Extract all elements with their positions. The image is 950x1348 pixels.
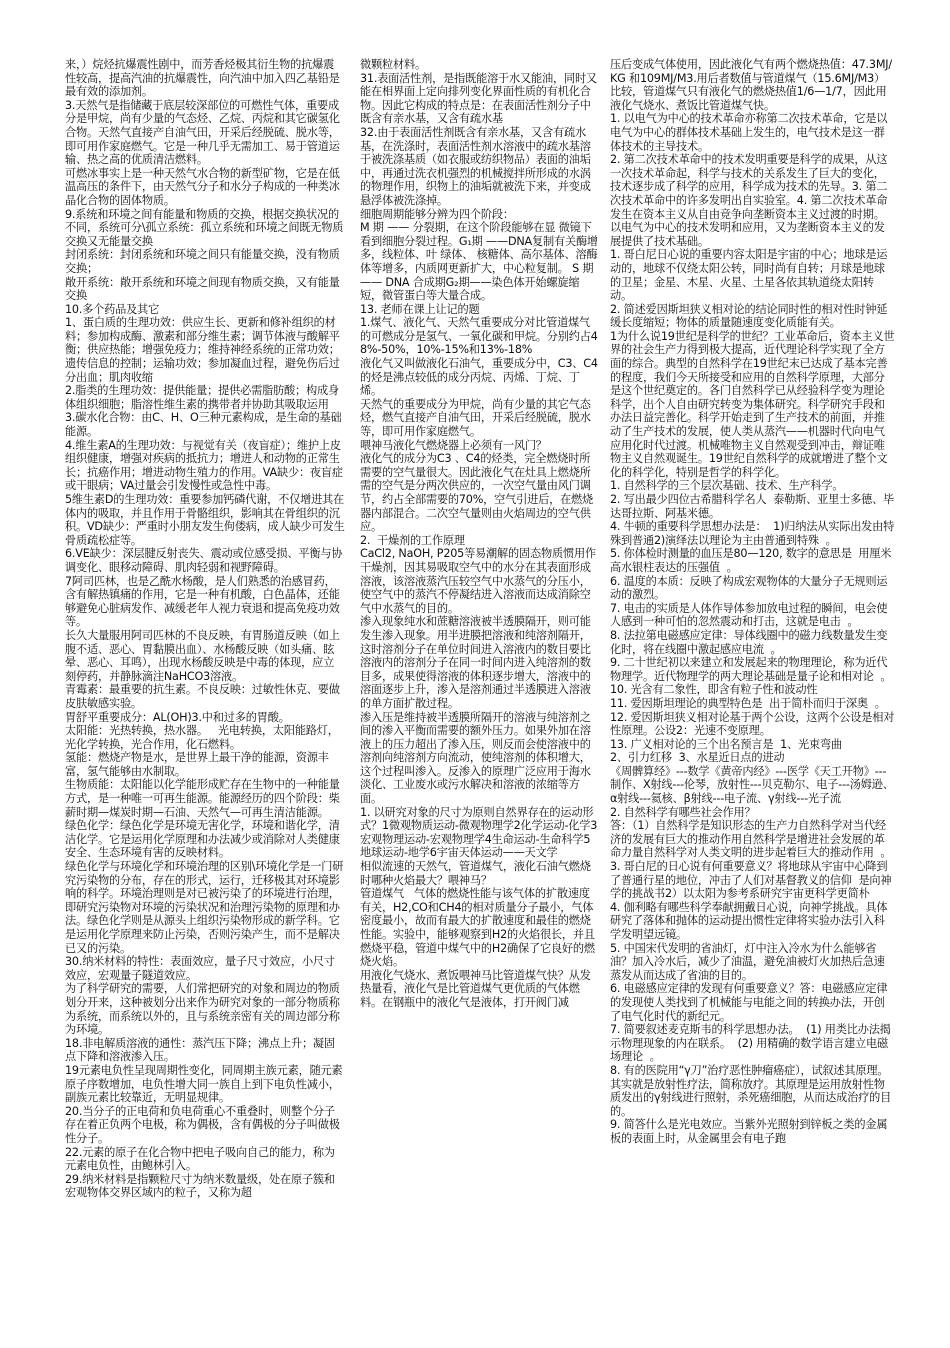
paragraph: 渗入压是维持被半透膜所隔开的溶液与纯溶剂之间的渗入平衡而需要的额外压力。如果外加在溶液上的压力超出了渗入压，则反而会使溶液中的溶剂向纯溶剂方向流动，使纯溶剂的体积增大，这个过程叫渗入。反渗入的原理广泛应用于海水淡化、工业废水或污水解决和溶液的浓缩等方面。 [360,710,591,806]
paragraph: 4.维生素A的生理功效：与视觉有关（夜盲症）；维护上皮组织健康，增强对疾病的抵抗力；增进人和动物的正常生长；抗癌作用；增进动物生殖力的作用。VA缺少：夜盲症或干眼病；VA过量会引发慢性或急性中毒。 [65,438,343,493]
paragraph: 氢能：燃烧产物是水，是世界上最干净的能源，资源丰富，氢气能够由水制取。 [65,751,329,778]
paragraph: 10.多个药品及其它 [65,302,160,316]
paragraph: 1. 哥白尼日心说的重要内容太阳是宇宙的中心；地球是运动的，地球不仅绕太阳公转，同时尚有自转；月球是地球的卫星；金星、木星、火星、土星各依其轨道绕太阳转动。 [610,248,888,303]
paragraph: 3. 哥白尼的日心说有何重要意义？将地球从宇宙中心降到了普通行星的地位，冲击了人们对基督教义的信仰 是向神学的挑战书2）以太阳为参考系研究宇宙更科学更简朴 [610,860,892,901]
paragraph: 液化气的成分为C3 、C4的烃类，完全燃烧时所需要的空气量很大。因此液化气在灶具上燃烧所需的空气是分两次供应的，一次空气量由风门调节，约占全部需要的70%，空气引进后，在燃烧器内部混合。二次空气量则由火焰周边的空气供应。 [360,452,594,534]
paragraph: 可燃冰事实上是一种天然气水合物的新型矿物，它是在低温高压的条件下，由天然气分子和水分子构成的一种类冰晶化合物的固体物质。 [65,166,340,207]
paragraph: 6.VE缺少：深层腱反射丧失、震动或位感受损、平衡与协调变化、眼移动障碍、肌肉轻弱和视野障碍。 [65,547,343,574]
paragraph: CaCl2, NaOH, P205等易潮解的固态物质惯用作干燥剂，因其易吸取空气中的水分在其表面形成溶液，该溶液蒸汽压较空气中水蒸气的分压小，使空气中的蒸汽不停凝结进入溶液而达成消除空气中水蒸气的目的。 [360,547,596,615]
paragraph: 8. 有的医院用“γ刀”治疗恶性肿瘤癌症），试叙述其原理。其实就是放射性疗法，简称放疗。其原理是运用放射性物质发出的γ射线进行照射，杀死癌细胞，从而达成治疗的目的。 [610,1063,892,1118]
paragraph: 18.非电解质溶液的通性：蒸汽压下降；沸点上升；凝固点下降和溶液渗入压。 [65,1036,335,1064]
paragraph: 6. 温度的本质：反映了构成宏观物体的大量分子无规则运动的激烈。 [610,574,888,602]
paragraph: 31.表面活性剂，是指既能溶于水又能油，同时又能在相界面上定向排列变化界面性质的有机化合物。因此它构成的特点是：在表面活性剂分子中既含有亲水基，又含有疏水基 [360,71,597,126]
paragraph: M 期 —— 分裂期，在这个阶段能够在显 微镜下看到细胞分裂过程。G₁期 ——DNA复制有关酶增多，线粒体、叶 绿体、 核糖体、高尔基体、溶酶体等增多，内质网更新扩大，中心粒复制。 S 期 —— DNA 合成期G₂期——染色体开始螺旋缩短，微管蛋白等大量合成。 [360,221,598,303]
paragraph: 绿色化学：绿色化学是环境无害化学，环境和谐化学，清洁化学。它是运用化学原理和办法减少或消除对人类健康安全、生态环境有害的反映材料。 [65,819,340,860]
paragraph: 5. 你体检时测量的血压是80—120, 数字的意思是 用厘米高水银柱表达的压强值 。 [610,547,892,574]
paragraph: 1.煤气、液化气、天然气重要成分对比管道煤气的可燃成分是氢气、一氧化碳和甲烷。分别约占48%-50%，10%-15%和13%-18% [360,316,598,357]
paragraph: 压后变成气体使用，因此液化气有两个燃烧热值：47.3MJ/KG 和109MJ/M3.用后者数值与管道煤气（15.6MJ/M3）比较，管道煤气只有液化气的燃烧热值1/6—1/7，因此用液化气烧水、煮饭比管道煤气快。 [610,58,892,112]
paragraph: 3.天然气是指储藏于底层较深部位的可燃性气体，重要成分是甲烷，尚有少量的气态烃、乙烷、丙烷和其它碳氢化合物。天然气直接产自油气田，开采后经脱硫、脱水等，即可用作家庭燃气。它是一种几乎无需加工、易于管道运输、热之高的优质清洁燃料。 [65,98,340,167]
text-column-right [610,58,895,1348]
paragraph: 微颗粒材料。 [360,58,426,71]
paragraph: 细胞周期能够分辨为四个阶段： [360,207,514,221]
paragraph: 7. 简要叙述麦克斯韦的科学思想办法。 (1) 用类比办法揭示物理现象的内在联系。 (2) 用精确的数学语言建立电磁场理论 。 [610,1023,891,1064]
paragraph: 用液化气烧水、煮饭喂神马比管道煤气快？从发热量看，液化气是比管道煤气更优质的气体燃料。在钢瓶中的液化气是液体，打开阀门减 [360,968,591,1009]
paragraph: 32.由于表面活性剂既含有亲水基，又含有疏水基，在洗涤时，表面活性剂水溶液中的疏水基溶于被洗涤基质（如衣服或纺织物品）表面的油垢中，再通过洗衣机强烈的机械搅拌所形成的水涡的物理作用，织物上的油垢就被洗下来，并变成悬浮体被洗涤掉。 [360,125,591,207]
paragraph: 2、引力红移 3、水星近日点的进动 [610,751,785,765]
paragraph: 1. 自然科学的三个层次基础、技术、生产科学。 [610,479,844,493]
paragraph: 9. 二十世纪初以来建立和发展起来的物理理论，称为近代物理学。近代物理学的两大理论基础是量子论和相对论 。 [610,656,892,683]
paragraph: 5. 中国宋代发明的省油灯，灯中注入冷水为什么能够省油？加入冷水后，减少了油温，避免油被灯火加热后急速蒸发从而达成了省油的目的。 [610,941,885,982]
paragraph: 7. 电击的实质是人体作导体参加放电过程的瞬间，电会使人感到一种可怕的忽然震动和打击，这就是电击 。 [610,601,888,629]
paragraph: 1. 以电气为中心的技术革命亦称第二次技术革命，它是以电气为中心的群体技术基础上发生的，电气技术是这一群体技术的主导技术。 [610,112,888,153]
paragraph: 9.系统和环境之间有能量和物质的交换，根据交换状况的不同，系统可分\孤立系统：孤立系统和环境之间既无物质交换又无能量交换 [65,207,344,248]
paragraph: 答：（1）自然科学是知识形态的生产力自然科学对当代经济的发展有巨大的推动作用自然科学是增进社会发展的革命力量自然科学对人类文明的进步起着巨大的推动作用 。 [610,819,892,860]
paragraph: 2. 写出最少四位古希腊科学名人 泰勒斯、亚里士多德、毕达哥拉斯、阿基米德。 [610,493,895,520]
paragraph: 敞开系统：敞开系统和环境之间现有物质交换，又有能量交换 [65,275,340,303]
paragraph: 胃舒平重要成分：AL(OH)3.中和过多的胃酸。 [65,710,290,724]
paragraph: 29.纳米材料是指颗粒尺寸为纳米数量级，处在原子簇和宏观物体交界区域内的粒子，又称为超 [65,1172,335,1200]
paragraph: 3.碳水化合物：由C、H、O三种元素构成，是生命的基础能源。 [65,411,342,439]
paragraph: 2. 干燥剂的工作原理 [360,533,465,547]
text-column-left [65,58,349,1348]
paragraph: 2. 自然科学有哪些社会作用？ [610,805,756,819]
paragraph: 22.元素的原子在化合物中把电子吸向自己的能力，称为元素电负性，由鲍林引入。 [65,1145,335,1173]
paragraph: 10. 光含有二象性，即含有粒子性和波动性 [610,683,818,697]
paragraph: 太阳能：光热转换，热水器。 光电转换，太阳能路灯， 光化学转换，光合作用，化石燃料。 [65,724,349,751]
paragraph: 液化气又叫做液化石油气，重要成分中，C3、C4的烃是沸点较低的成分丙烷、丙烯、丁烷、丁烯。 [360,357,598,398]
paragraph: 长久大量服用阿司匹林的不良反映，有胃肠道反映（如上腹不适、恶心、胃黏膜出血）、水杨酸反映（如头痛、眩晕、恶心、耳鸣），出现水杨酸反映是中毒的体现，应立刻停药，并静脉滴注NaHCO3溶液。 [65,628,340,683]
paragraph: 5维生素D的生理功效：重要参加钙磷代谢，不仅增进其在体内的吸取，并且作用于骨骼组织，影响其在骨组织的沉积。VD缺少：严重时小朋友发生佝偻病，成人缺少可发生骨质疏松症等。 [65,493,345,547]
paragraph: 管道煤气 气体的燃烧性能与该气体的扩散速度有关，H2,CO和CH4的相对质量分子最小，气体密度最小，故而有最大的扩散速度和最佳的燃烧性能。实验中，能够观察到H2的火焰很长，并且燃烧平稳，管道中煤气中的H2确保了它良好的燃烧火焰。 [360,887,595,969]
paragraph: 青霉素：最重要的抗生素。不良反映：过敏性休克、要做皮肤敏感实验。 [65,683,340,710]
paragraph: 相似流速的天然气，管道煤气，液化石油气燃烧时哪种火焰最大？喂神马？ [360,860,591,887]
paragraph: 13. 广义相对论的三个出名预言是 1、光束弯曲 [610,737,842,751]
paragraph: 19元素电负性呈现周期性变化，同周期主族元素，随元素原子序数增加，电负性增大同一族自上到下电负性减小，副族元素比较靠近，无明显规律。 [65,1063,343,1105]
paragraph: 《周髀算经》---数学《黄帝内经》---医学《天工开物》---制作、X射线---伦琴，放射性---贝克勒尔、电子---汤姆逊、α射线---氦核、β射线---电子流、γ射线---光子流 [610,764,894,806]
paragraph: 为了科学研究的需要，人们常把研究的对象和周边的物质划分开来，这种被划分出来作为研究对象的一部分物质称为系统，而系统以外的，且与系统亲密有关的周边部分称为环境。 [65,982,340,1037]
paragraph: 天然气的重要成分为甲烷，尚有少量的其它气态烃，燃气直接产自油气田，开采后经脱硫，脱水等，即可用作家庭燃气。 [360,397,591,439]
paragraph: 4. 伽利略有哪些科学奉献拥戴日心说，向神学挑战。具体研究了落体和抛体的运动提出惯性定律将实验办法引入科学发明望远镜。 [610,900,888,941]
paragraph: 来，）烷烃抗爆震性剧中，而芳香烃极其衍生物的抗爆震性较高，提高汽油的抗爆震性，向汽油中加入四乙基铅是最有效的添加剂。 [65,58,340,99]
paragraph: 封闭系统：封闭系统和环境之间只有能量交换，没有物质交换； [65,248,340,275]
paragraph: 11. 爱因斯坦理论的典型特色是 出于简朴而归于深奥 。 [610,696,886,710]
paragraph: 2.脂类的生理功效：提供能量；提供必需脂肪酸；构成身体组织细胞；脂溶性维生素的携带者并协助其吸取运用 [65,384,339,411]
paragraph: 1为什么说19世纪是科学的世纪？工业革命后，资本主义世界的社会生产力得到极大提高，近代理论科学实现了全方面的综合。典型的自然科学在19世纪末已达成了基本完善的程度，我们今天所接受和应用的自然科学原理，大部分是这个世纪奠定的。各门自然科学已从经验科学变为理论科学，出个人自由研究转变为集体研究。科学研究手段和办法日益完善化。科学开始走到了生产技术的前面，并推动了生产技术的发展，使人类从蒸汽——机器时代向电气应用化时代过渡。机械唯物主义自然观受到冲击，辩证唯物主义自然观诞生。19世纪自然科学的成就增进了整个文化的科学化，特别是哲学的科学化。 [610,329,895,479]
paragraph: 喂神马液化气燃烧器上必须有一风门？ [360,438,547,452]
paragraph: 7阿司匹林，也是乙酰水杨酸，是人们熟悉的治感冒药，含有解热镇痛的作用，它是一种有机酸，白色晶体，还能够避免心脏病发作、减缓老年人视力衰退和提高免疫功效等。 [65,574,340,629]
paragraph: 20.当分子的正电荷和负电荷重心不重叠时，则整个分子存在着正负两个电极，称为偶极，含有偶极的分子叫做极性分子。 [65,1104,340,1145]
text-column-middle [360,58,600,1348]
paragraph: 12. 爱因斯坦狭义相对论基于两个公设，这两个公设是相对性原理。公设2：光速不变原理。 [610,710,895,738]
paragraph: 绿色化学与环境化学和环境治理的区别\环境化学是一门研究污染物的分布，存在的形式，运行，迁移极其对环境影响的科学。环境治理则是对已被污染了的环境进行治理，即研究污染物对环境的污染状况和治理污染物的原理和办法。绿色化学则是从源头上组织污染物形成的新学科。它是运用化学原理来防止污染，否则污染产生，而不是解决已又的污染。 [65,860,344,955]
paragraph: 1、蛋白质的生理功效：供应生长、更新和修补组织的材料；参加构成酶、激素和部分维生素；调节体液与酸解平衡；供应热能；增强免疫力；维持神经系统的正常功效；遗传信息的控制；运输功效；参加凝血过程，避免伤后过分出血；肌肉收缩 [65,316,340,384]
paragraph: 13. 老师在课上让记的题 [360,302,480,316]
paragraph: 9. 简答什么是光电效应。当紫外光照射到锌板之类的金属板的表面上时，从金属里会有电子跑 [610,1118,888,1145]
paragraph: 2. 简述爱因斯坦狭义相对论的结论同时性的相对性时钟延缓长度缩短；物体的质量随速度变化质能有关。 [610,302,888,330]
paragraph: 30.纳米材料的特性：表面效应，量子尺寸效应，小尺寸效应，宏观量子隧道效应。 [65,955,335,982]
paragraph: 生物质能：太阳能以化学能形成贮存在生物中的一种能量方式，是一种唯一可再生能源。能源经历的四个阶段：柴薪时期—煤炭时期—石油、天然气—可再生清洁能源。 [65,778,340,819]
paragraph: 4. 牛顿的重要科学思想办法是： 1)归纳法从实际出发由特殊到普通2)演绎法以理论为主由普通到特殊 。 [610,520,895,547]
paragraph: 渗入现象纯水和蔗糖溶液被半透膜隔开，则可能发生渗入现象。用半进膜把溶液和纯溶剂隔开，这时溶剂分子在单位时间进入溶液内的数目要比溶液内的溶剂分子在同一时间内进入纯溶剂的数目多，成果使得溶液的体积逐步增大，溶液中的溶面逐步上升，渗入是溶剂通过半透膜进入溶液的单方面扩散过程。 [360,615,591,710]
paragraph: 2. 第二次技术革命中的技术发明重要是科学的成果，从这一次技术革命起，科学与技术的关系发生了巨大的变化，技术逐步成了科学的应用，科学成为技术的先导。3. 第二次技术革命中的许多发明出自实验室。4. 第二次技术革命发生在资本主义从自由竞争向垄断资本主义过渡的时期。以电气为中心的技术发明和应用，又为垄断资本主义的发展提供了技术基础。 [610,153,888,248]
paragraph: 6. 电磁感应定律的发现有何重要意义？答：电磁感应定律的发现使人类找到了机械能与电能之间的转换办法，开创了电气化时代的新纪元。 [610,982,888,1023]
paragraph: 1. 以研究对象的尺寸为原则自然界存在的运动形式？1微观物质运动-微观物理学2化学运动-化学3宏观物理运动-宏观物理学4生命运动-生命科学5地球运动-地学6宇宙天体运动——天文学 [360,805,598,860]
paragraph: 8. 法拉第电磁感应定律：导体线圈中的磁力线数量发生变化时，将在线圈中激起感应电流 。 [610,628,888,656]
